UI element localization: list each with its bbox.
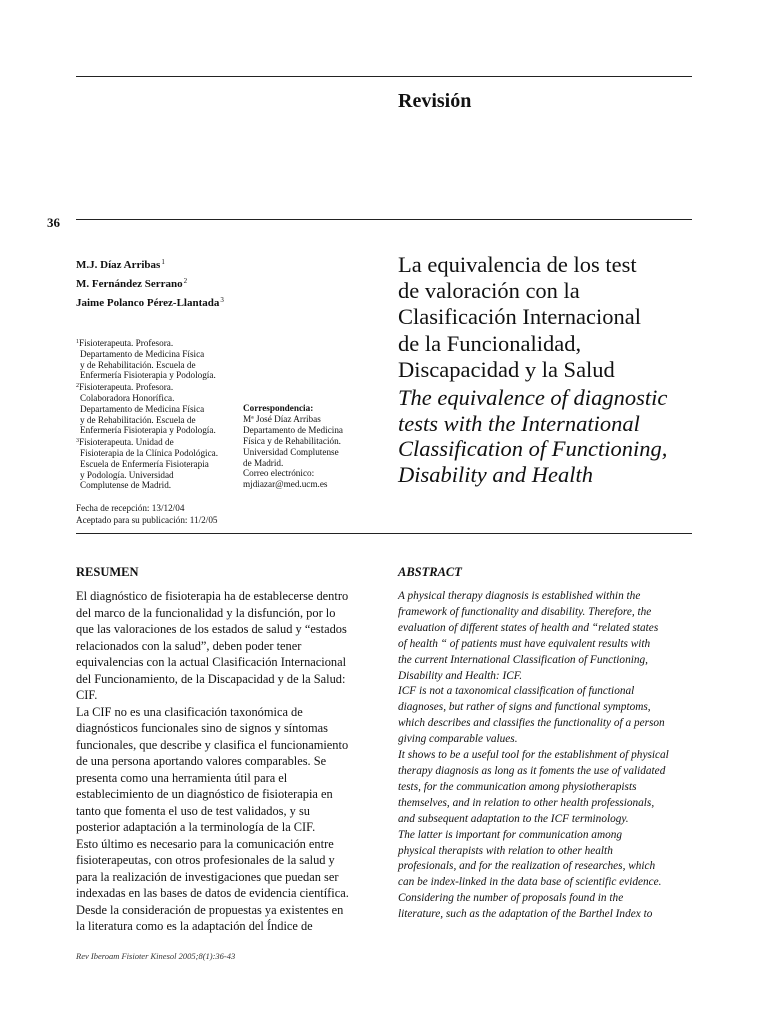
abstract-heading: ABSTRACT	[398, 565, 462, 579]
accepted-date: Aceptado para su publicación: 11/2/05	[76, 514, 218, 525]
correspondence-heading: Correspondencia:	[243, 403, 314, 413]
resumen-body: El diagnóstico de fisioterapia ha de establecerse dentro del marco de la funcionalidad y la disfunción, por lo que las valoraciones de los estados de salud y “estados relacionados con la salud”, deben poder tener equivalencias con la actual Clasificación Internacional del Funcionamiento, de la Discapacidad y de la Salud: CIF. La CIF no es una clasificación taxonómica de diagnósticos funcionales sino de signos y síntomas funcionales, que describe y clasifica el funcionamiento de una persona aportando valores comparables. Se presenta como una herramienta útil para el establecimiento de un diagnóstico de fisioterapia en tanto que fomenta el uso de test validados, y su posterior adaptación a la terminología de la CIF. Esto último es necesario para la comunicación entre fisioterapeutas, con otros profesionales de la salud y para la realización de investigaciones que puedan ser indexadas en las bases de datos de evidencia científica. Desde la consideración de propuestas ya existentes en la literatura como es la adaptación del Índice de	[76, 589, 349, 933]
page-number: 36	[47, 215, 60, 230]
title-spanish: La equivalencia de los test de valoración con la Clasificación Internacional de la Funcionalidad, Discapacidad y la Salud	[398, 252, 642, 382]
author: M. Fernández Serrano$^2$	[76, 277, 188, 290]
correspondence-email: mjdiazar@med.ucm.es	[243, 479, 328, 490]
header-rule	[76, 219, 692, 220]
affiliations: $^1$Fisioterapeuta. Profesora. Departamento de Medicina Física y de Rehabilitación. Escuela de Enfermería Fisioterapia y Podología. $^2$Fisioterapeuta. Profesora. Colaboradora Honorífica. Departamento de Medicina Física y de Rehabilitación. Escuela de Enfermería Fisioterapia y Podología. $^3$Fisioterapeuta. Unidad de Fisioterapia de la Clínica Podológica. Escuela de Enfermería Fisioterapia y Podología. Universidad Complutense de Madrid.	[76, 338, 219, 491]
title-english: The equivalence of diagnostic tests with the International Classification of Functioning, Disability and Health	[398, 385, 668, 487]
top-rule	[76, 76, 692, 77]
publication-dates	[76, 503, 218, 526]
author-list	[76, 254, 224, 311]
resumen-heading: RESUMEN	[76, 565, 139, 579]
abstract-body: A physical therapy diagnosis is established within the framework of functionality and disability. Therefore, the evaluation of different states of health and “related states of health “ of patients must have equivalent results with the current International Classification of Functioning, Disability and Health: ICF. ICF is not a taxonomical classification of functional diagnoses, but rather of signs and functional symptoms, which describes and classifies the functionality of a person giving comparable values. It shows to be a useful tool for the establishment of physical therapy diagnosis as long as it foments the use of validated tests, for the communication among physiotherapists themselves, and in relation to other health professionals, and subsequent adaptation to the ICF terminology. The latter is important for communication among physical therapists with relation to other health profesionals, and for the realization of researches, which can be index-linked in the data base of scientific evidence. Considering the number of proposals found in the literature, such as the adaptation of the Barthel Index to	[398, 590, 669, 921]
received-date: Fecha de recepción: 13/12/04	[76, 503, 185, 513]
author: Jaime Polanco Pérez-Llantada$^3$	[76, 296, 224, 309]
author: M.J. Díaz Arribas$^1$	[76, 258, 165, 271]
journal-citation: Rev Iberoam Fisioter Kinesol 2005;8(1):36-43	[76, 951, 236, 961]
section-label: Revisión	[398, 90, 472, 112]
section-rule	[76, 533, 692, 534]
correspondence: Correspondencia: Mª José Díaz Arribas Departamento de Medicina Física y de Rehabilitación. Universidad Complutense de Madrid. Correo electrónico: mjdiazar@med.ucm.es	[243, 403, 393, 490]
